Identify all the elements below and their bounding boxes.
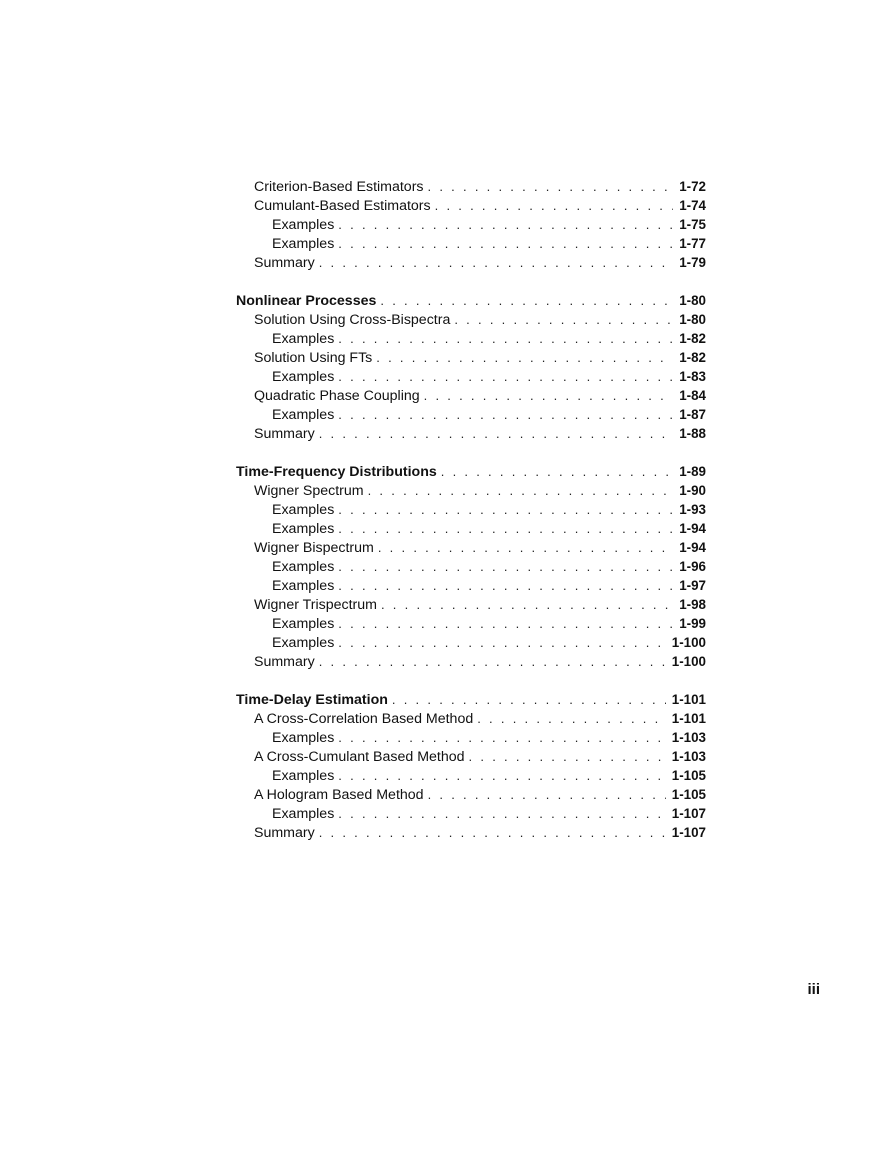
dot-leader <box>381 595 673 614</box>
toc-entry-title: Solution Using Cross-Bispectra <box>254 312 451 328</box>
toc-section <box>236 462 706 671</box>
toc-entry-page: 1-101 <box>671 692 706 707</box>
toc-entry[interactable] <box>236 614 706 633</box>
dot-leader <box>378 538 673 557</box>
toc-entry[interactable] <box>236 424 706 443</box>
toc-entry-title: Wigner Trispectrum <box>254 597 377 613</box>
dot-leader <box>338 804 665 823</box>
toc-entry-page: 1-100 <box>671 635 706 650</box>
dot-leader <box>435 196 674 215</box>
dot-leader <box>469 747 666 766</box>
toc-entry-title: Cumulant-Based Estimators <box>254 198 431 214</box>
toc-section <box>236 690 706 842</box>
toc-entry-page: 1-101 <box>671 711 706 726</box>
toc-entry-page: 1-83 <box>679 369 706 384</box>
toc-entry-page: 1-87 <box>679 407 706 422</box>
toc-entry[interactable] <box>236 405 706 424</box>
toc-chapter-entry[interactable] <box>236 462 706 481</box>
toc-section <box>236 177 706 272</box>
toc-entry-title: Examples <box>272 331 335 347</box>
toc-entry-title: Examples <box>272 502 335 518</box>
toc-entry-title: Wigner Bispectrum <box>254 540 374 556</box>
toc-entry-title: A Cross-Correlation Based Method <box>254 711 474 727</box>
toc-entry-title: Examples <box>272 559 335 575</box>
toc-entry-page: 1-97 <box>679 578 706 593</box>
toc-entry[interactable] <box>236 557 706 576</box>
toc-entry-page: 1-105 <box>671 787 706 802</box>
toc-entry-page: 1-89 <box>679 464 706 479</box>
toc-entry-page: 1-94 <box>679 521 706 536</box>
toc-entry-title: Time-Delay Estimation <box>236 692 388 708</box>
toc-entry-page: 1-90 <box>679 483 706 498</box>
toc-entry-page: 1-103 <box>671 730 706 745</box>
toc-entry[interactable] <box>236 747 706 766</box>
toc-entry-title: Quadratic Phase Coupling <box>254 388 420 404</box>
toc-entry-title: Summary <box>254 654 315 670</box>
toc-entry-page: 1-84 <box>679 388 706 403</box>
toc-entry-page: 1-80 <box>679 293 706 308</box>
toc-entry-page: 1-100 <box>671 654 706 669</box>
toc-entry[interactable] <box>236 538 706 557</box>
dot-leader <box>380 291 673 310</box>
toc-entry-title: Summary <box>254 426 315 442</box>
toc-entry[interactable] <box>236 367 706 386</box>
toc-entry-page: 1-105 <box>671 768 706 783</box>
dot-leader <box>319 424 673 443</box>
dot-leader <box>338 500 673 519</box>
dot-leader <box>338 557 673 576</box>
toc-entry-page: 1-80 <box>679 312 706 327</box>
toc-entry[interactable] <box>236 348 706 367</box>
toc-entry-page: 1-74 <box>679 198 706 213</box>
toc-entry-page: 1-82 <box>679 350 706 365</box>
dot-leader <box>428 785 666 804</box>
toc-entry-title: Examples <box>272 635 335 651</box>
toc-entry[interactable] <box>236 633 706 652</box>
toc-entry-page: 1-99 <box>679 616 706 631</box>
toc-entry-page: 1-103 <box>671 749 706 764</box>
dot-leader <box>454 310 673 329</box>
toc-entry-title: Criterion-Based Estimators <box>254 179 424 195</box>
toc-entry-page: 1-98 <box>679 597 706 612</box>
dot-leader <box>338 766 665 785</box>
toc-entry[interactable] <box>236 785 706 804</box>
dot-leader <box>338 728 665 747</box>
toc-entry-title: Examples <box>272 407 335 423</box>
toc-entry-title: A Cross-Cumulant Based Method <box>254 749 465 765</box>
toc-section <box>236 291 706 443</box>
dot-leader <box>368 481 674 500</box>
toc-entry-title: Nonlinear Processes <box>236 293 377 309</box>
toc-entry-page: 1-77 <box>679 236 706 251</box>
toc-entry-title: Solution Using FTs <box>254 350 373 366</box>
toc-entry[interactable] <box>236 310 706 329</box>
toc-entry[interactable] <box>236 253 706 272</box>
toc-entry[interactable] <box>236 766 706 785</box>
toc-entry-title: Examples <box>272 236 335 252</box>
toc-entry-page: 1-79 <box>679 255 706 270</box>
toc-entry[interactable] <box>236 196 706 215</box>
toc-entry-page: 1-82 <box>679 331 706 346</box>
toc-entry[interactable] <box>236 500 706 519</box>
dot-leader <box>338 576 673 595</box>
toc-entry[interactable] <box>236 823 706 842</box>
dot-leader <box>338 614 673 633</box>
toc-entry-title: Time-Frequency Distributions <box>236 464 437 480</box>
dot-leader <box>319 253 673 272</box>
toc-entry-title: Wigner Spectrum <box>254 483 364 499</box>
toc-entry-title: Summary <box>254 825 315 841</box>
toc-entry[interactable] <box>236 595 706 614</box>
dot-leader <box>338 633 665 652</box>
toc-entry-title: Examples <box>272 616 335 632</box>
dot-leader <box>319 652 666 671</box>
dot-leader <box>392 690 666 709</box>
toc-entry-title: Examples <box>272 768 335 784</box>
toc-entry[interactable] <box>236 804 706 823</box>
dot-leader <box>441 462 673 481</box>
dot-leader <box>477 709 666 728</box>
table-of-contents <box>236 177 706 861</box>
toc-entry-title: Examples <box>272 730 335 746</box>
toc-entry-page: 1-88 <box>679 426 706 441</box>
dot-leader <box>338 329 673 348</box>
toc-entry-title: A Hologram Based Method <box>254 787 424 803</box>
toc-entry-title: Summary <box>254 255 315 271</box>
dot-leader <box>424 386 674 405</box>
toc-entry-title: Examples <box>272 217 335 233</box>
toc-entry[interactable] <box>236 215 706 234</box>
toc-entry[interactable] <box>236 329 706 348</box>
toc-entry-title: Examples <box>272 578 335 594</box>
toc-entry[interactable] <box>236 652 706 671</box>
toc-entry[interactable] <box>236 519 706 538</box>
toc-entry-page: 1-107 <box>671 825 706 840</box>
dot-leader <box>338 367 673 386</box>
toc-entry[interactable] <box>236 576 706 595</box>
toc-entry-page: 1-94 <box>679 540 706 555</box>
toc-entry[interactable] <box>236 728 706 747</box>
dot-leader <box>376 348 673 367</box>
toc-entry-page: 1-72 <box>679 179 706 194</box>
toc-entry[interactable] <box>236 234 706 253</box>
dot-leader <box>428 177 674 196</box>
toc-chapter-entry[interactable] <box>236 690 706 709</box>
toc-entry-page: 1-96 <box>679 559 706 574</box>
toc-entry-page: 1-75 <box>679 217 706 232</box>
toc-entry[interactable] <box>236 481 706 500</box>
page-number: iii <box>807 981 820 998</box>
dot-leader <box>338 215 673 234</box>
dot-leader <box>338 519 673 538</box>
dot-leader <box>338 234 673 253</box>
toc-entry[interactable] <box>236 386 706 405</box>
toc-entry[interactable] <box>236 709 706 728</box>
toc-entry-title: Examples <box>272 369 335 385</box>
toc-entry-title: Examples <box>272 521 335 537</box>
dot-leader <box>338 405 673 424</box>
toc-entry[interactable] <box>236 177 706 196</box>
toc-entry-page: 1-93 <box>679 502 706 517</box>
toc-chapter-entry[interactable] <box>236 291 706 310</box>
toc-entry-title: Examples <box>272 806 335 822</box>
dot-leader <box>319 823 666 842</box>
toc-entry-page: 1-107 <box>671 806 706 821</box>
